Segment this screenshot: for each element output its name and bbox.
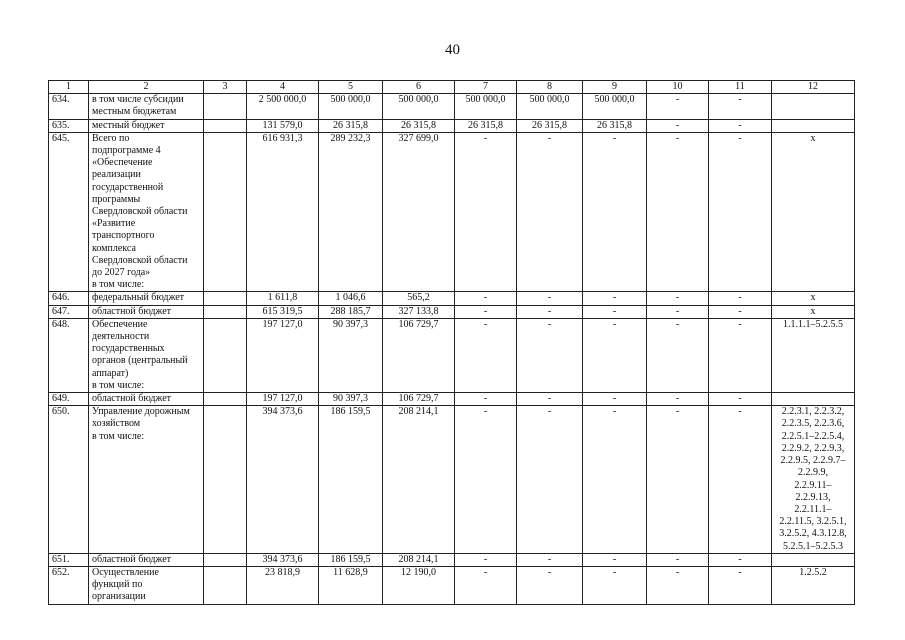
page-number: 40 xyxy=(445,42,460,58)
cell-col-7: - xyxy=(455,292,517,305)
row-number: 646. xyxy=(49,292,89,305)
row-name-line: Управление дорожным xyxy=(92,406,190,418)
ref-line: 1.1.1.1–5.2.5.5 xyxy=(783,318,843,330)
cell-col-9: - xyxy=(583,393,647,406)
row-name-line: в том числе: xyxy=(92,430,145,442)
cell-col-10: - xyxy=(647,305,709,318)
cell-col-6: 327 699,0 xyxy=(383,132,455,292)
row-name-line: федеральный бюджет xyxy=(92,292,185,304)
row-name-line: подпрограмме 4 xyxy=(92,145,161,157)
cell-col-10: - xyxy=(647,132,709,292)
row-name-line: Осуществление xyxy=(92,566,159,578)
cell-col-3 xyxy=(204,393,247,406)
row-name xyxy=(89,393,204,406)
ref-line: 2.2.9.13, xyxy=(795,491,831,503)
column-header-1: 1 xyxy=(49,81,89,94)
cell-col-5: 186 159,5 xyxy=(319,406,383,553)
column-header-12: 12 xyxy=(772,81,855,94)
cell-col-5: 186 159,5 xyxy=(319,553,383,566)
row-name xyxy=(89,553,204,566)
cell-col-5: 11 628,9 xyxy=(319,566,383,604)
row-name-line: в том числе: xyxy=(92,279,145,291)
row-name xyxy=(89,406,204,553)
cell-col-8: - xyxy=(517,406,583,553)
cell-col-5: 288 185,7 xyxy=(319,305,383,318)
cell-col-12 xyxy=(772,393,855,406)
row-name-line: органов (центральный xyxy=(92,355,188,367)
cell-col-11: - xyxy=(709,94,772,119)
cell-col-7: - xyxy=(455,305,517,318)
table-row xyxy=(49,318,855,392)
ref-line: x xyxy=(810,305,816,317)
row-number: 645. xyxy=(49,132,89,292)
cell-col-11: - xyxy=(709,132,772,292)
cell-col-7: - xyxy=(455,566,517,604)
table-row xyxy=(49,393,855,406)
cell-col-3 xyxy=(204,305,247,318)
cell-col-7: - xyxy=(455,553,517,566)
cell-col-8: 26 315,8 xyxy=(517,119,583,132)
cell-col-4: 2 500 000,0 xyxy=(247,94,319,119)
cell-col-4: 197 127,0 xyxy=(247,318,319,392)
row-number: 647. xyxy=(49,305,89,318)
cell-col-5: 90 397,3 xyxy=(319,393,383,406)
budget-table xyxy=(48,80,855,605)
cell-col-8: - xyxy=(517,132,583,292)
cell-col-11: - xyxy=(709,406,772,553)
cell-col-8: - xyxy=(517,292,583,305)
ref-line: 2.2.11.1– xyxy=(794,503,832,515)
cell-col-9: - xyxy=(583,318,647,392)
column-header-9: 9 xyxy=(583,81,647,94)
cell-col-11: - xyxy=(709,119,772,132)
row-number: 648. xyxy=(49,318,89,392)
cell-col-10: - xyxy=(647,292,709,305)
cell-col-7: - xyxy=(455,318,517,392)
cell-col-5: 90 397,3 xyxy=(319,318,383,392)
row-name-line: до 2027 года» xyxy=(92,267,151,279)
cell-col-4: 616 931,3 xyxy=(247,132,319,292)
column-header-3: 3 xyxy=(204,81,247,94)
row-name-line: аппарат) xyxy=(92,367,129,379)
cell-col-9: 500 000,0 xyxy=(583,94,647,119)
cell-col-4: 1 611,8 xyxy=(247,292,319,305)
cell-col-7: - xyxy=(455,393,517,406)
row-number: 652. xyxy=(49,566,89,604)
table-row xyxy=(49,566,855,604)
cell-col-4: 197 127,0 xyxy=(247,393,319,406)
column-header-8: 8 xyxy=(517,81,583,94)
cell-col-11: - xyxy=(709,393,772,406)
row-number: 651. xyxy=(49,553,89,566)
cell-col-8: - xyxy=(517,393,583,406)
cell-col-5: 500 000,0 xyxy=(319,94,383,119)
column-header-7: 7 xyxy=(455,81,517,94)
column-header-4: 4 xyxy=(247,81,319,94)
cell-col-9: - xyxy=(583,132,647,292)
cell-col-7: - xyxy=(455,406,517,553)
row-name-line: местным бюджетам xyxy=(92,106,177,118)
table-row xyxy=(49,132,855,292)
cell-col-12 xyxy=(772,132,855,292)
row-number: 650. xyxy=(49,406,89,553)
ref-line: 2.2.9.9, xyxy=(798,467,828,479)
cell-col-8: - xyxy=(517,318,583,392)
table-row xyxy=(49,94,855,119)
row-name-line: Свердловской области xyxy=(92,254,188,266)
cell-col-12 xyxy=(772,406,855,553)
cell-col-11: - xyxy=(709,292,772,305)
table-row xyxy=(49,305,855,318)
row-number: 634. xyxy=(49,94,89,119)
cell-col-5: 289 232,3 xyxy=(319,132,383,292)
table-header-row xyxy=(49,81,855,94)
cell-col-9: - xyxy=(583,406,647,553)
cell-col-3 xyxy=(204,553,247,566)
cell-col-6: 208 214,1 xyxy=(383,553,455,566)
cell-col-9: - xyxy=(583,292,647,305)
cell-col-10: - xyxy=(647,94,709,119)
row-name xyxy=(89,318,204,392)
row-name-line: Обеспечение xyxy=(92,318,148,330)
ref-line: 5.2.5.1–5.2.5.3 xyxy=(783,540,843,552)
cell-col-6: 500 000,0 xyxy=(383,94,455,119)
cell-col-10: - xyxy=(647,566,709,604)
row-name xyxy=(89,119,204,132)
row-name-line: государственных xyxy=(92,343,165,355)
cell-col-10: - xyxy=(647,318,709,392)
cell-col-6: 327 133,8 xyxy=(383,305,455,318)
row-name-line: деятельности xyxy=(92,331,150,343)
cell-col-11: - xyxy=(709,566,772,604)
cell-col-12 xyxy=(772,94,855,119)
column-header-6: 6 xyxy=(383,81,455,94)
row-name xyxy=(89,132,204,292)
cell-col-11: - xyxy=(709,305,772,318)
ref-line: 2.2.3.1, 2.2.3.2, xyxy=(781,406,845,418)
ref-line: 2.2.3.5, 2.2.3.6, xyxy=(781,418,845,430)
column-header-10: 10 xyxy=(647,81,709,94)
cell-col-12 xyxy=(772,318,855,392)
cell-col-10: - xyxy=(647,393,709,406)
row-name-line: программы xyxy=(92,193,141,205)
ref-line: x xyxy=(810,292,816,304)
cell-col-8: - xyxy=(517,553,583,566)
cell-col-10: - xyxy=(647,119,709,132)
row-name-line: «Обеспечение xyxy=(92,157,153,169)
cell-col-12 xyxy=(772,553,855,566)
row-name-line: организации xyxy=(92,591,146,603)
row-name-line: в том числе: xyxy=(92,379,145,391)
cell-col-6: 12 190,0 xyxy=(383,566,455,604)
cell-col-6: 208 214,1 xyxy=(383,406,455,553)
cell-col-3 xyxy=(204,318,247,392)
row-name-line: хозяйством xyxy=(92,418,141,430)
row-name-line: в том числе субсидии xyxy=(92,94,184,106)
row-name-line: комплекса xyxy=(92,242,136,254)
row-name xyxy=(89,292,204,305)
ref-line: 2.2.9.5, 2.2.9.7– xyxy=(780,455,846,467)
ref-line: x xyxy=(810,132,816,144)
row-number: 635. xyxy=(49,119,89,132)
cell-col-12 xyxy=(772,119,855,132)
row-name-line: Свердловской области xyxy=(92,206,188,218)
row-name xyxy=(89,94,204,119)
row-name-line: функций по xyxy=(92,579,143,591)
cell-col-7: 26 315,8 xyxy=(455,119,517,132)
ref-line: 2.2.9.11– xyxy=(794,479,832,491)
cell-col-4: 131 579,0 xyxy=(247,119,319,132)
cell-col-5: 26 315,8 xyxy=(319,119,383,132)
cell-col-12 xyxy=(772,566,855,604)
cell-col-3 xyxy=(204,94,247,119)
cell-col-4: 23 818,9 xyxy=(247,566,319,604)
row-name-line: местный бюджет xyxy=(92,119,165,131)
row-name-line: «Развитие xyxy=(92,218,136,230)
cell-col-10: - xyxy=(647,553,709,566)
cell-col-3 xyxy=(204,119,247,132)
row-name-line: реализации xyxy=(92,169,141,181)
cell-col-9: - xyxy=(583,305,647,318)
column-header-2: 2 xyxy=(89,81,204,94)
cell-col-5: 1 046,6 xyxy=(319,292,383,305)
cell-col-6: 106 729,7 xyxy=(383,393,455,406)
cell-col-11: - xyxy=(709,318,772,392)
cell-col-4: 615 319,5 xyxy=(247,305,319,318)
table-row xyxy=(49,292,855,305)
row-name-line: областной бюджет xyxy=(92,305,172,317)
row-name-line: Всего по xyxy=(92,132,130,144)
cell-col-3 xyxy=(204,132,247,292)
cell-col-4: 394 373,6 xyxy=(247,553,319,566)
ref-line: 3.2.5.2, 4.3.12.8, xyxy=(779,528,847,540)
cell-col-6: 26 315,8 xyxy=(383,119,455,132)
cell-col-6: 565,2 xyxy=(383,292,455,305)
cell-col-7: - xyxy=(455,132,517,292)
cell-col-12 xyxy=(772,292,855,305)
row-name-line: транспортного xyxy=(92,230,155,242)
cell-col-6: 106 729,7 xyxy=(383,318,455,392)
ref-line: 1.2.5.2 xyxy=(799,566,827,578)
cell-col-8: - xyxy=(517,566,583,604)
column-header-5: 5 xyxy=(319,81,383,94)
row-name xyxy=(89,566,204,604)
cell-col-9: 26 315,8 xyxy=(583,119,647,132)
ref-line: 2.2.11.5, 3.2.5.1, xyxy=(779,516,847,528)
cell-col-8: - xyxy=(517,305,583,318)
ref-line: 2.2.9.2, 2.2.9.3, xyxy=(781,442,845,454)
cell-col-3 xyxy=(204,292,247,305)
table-row xyxy=(49,553,855,566)
row-name-line: областной бюджет xyxy=(92,393,172,405)
table-row xyxy=(49,119,855,132)
cell-col-10: - xyxy=(647,406,709,553)
row-number: 649. xyxy=(49,393,89,406)
column-header-11: 11 xyxy=(709,81,772,94)
ref-line: 2.2.5.1–2.2.5.4, xyxy=(781,430,845,442)
cell-col-4: 394 373,6 xyxy=(247,406,319,553)
cell-col-11: - xyxy=(709,553,772,566)
row-name-line: государственной xyxy=(92,181,164,193)
row-name xyxy=(89,305,204,318)
cell-col-8: 500 000,0 xyxy=(517,94,583,119)
row-name-line: областной бюджет xyxy=(92,553,172,565)
cell-col-9: - xyxy=(583,566,647,604)
cell-col-3 xyxy=(204,406,247,553)
cell-col-3 xyxy=(204,566,247,604)
table-row xyxy=(49,406,855,553)
cell-col-7: 500 000,0 xyxy=(455,94,517,119)
cell-col-9: - xyxy=(583,553,647,566)
cell-col-12 xyxy=(772,305,855,318)
